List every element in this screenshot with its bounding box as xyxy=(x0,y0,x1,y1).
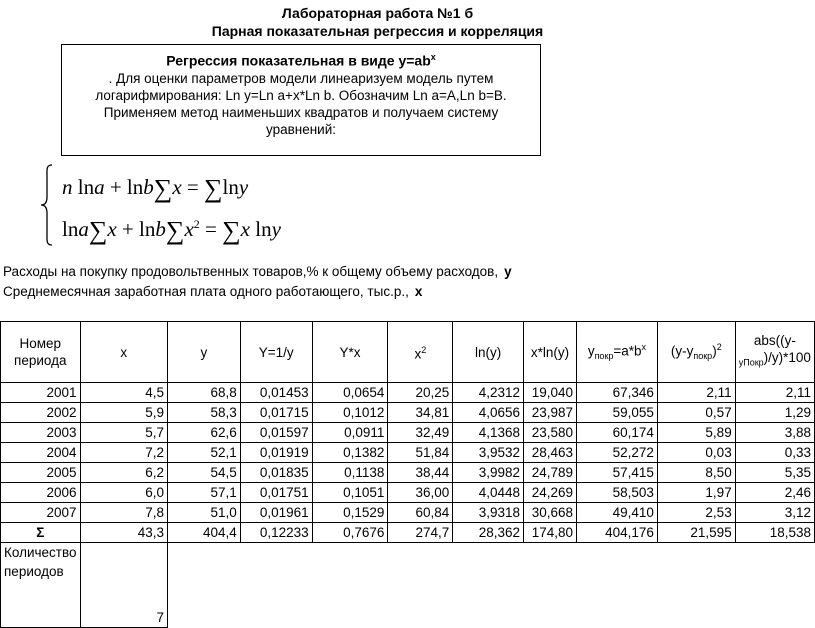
cell-x: 6,2 xyxy=(80,463,168,483)
cell-diff: 8,50 xyxy=(657,463,735,483)
cell-abs: 3,88 xyxy=(735,423,814,443)
count-value: 7 xyxy=(80,543,168,628)
header-abs-a: abs((y- xyxy=(753,333,796,349)
cell-y: 58,3 xyxy=(168,403,241,423)
cell-x2: 38,44 xyxy=(388,463,453,483)
cell-lny: 4,0448 xyxy=(453,483,524,503)
cell-xlny: 24,269 xyxy=(524,483,577,503)
cell-abs: 1,29 xyxy=(735,403,814,423)
cell-lny: 3,9318 xyxy=(453,503,524,523)
table-body xyxy=(1,383,815,628)
sum-Yx: 0,7676 xyxy=(312,523,388,543)
cell-abs: 2,11 xyxy=(735,383,814,403)
cell-ypokr: 57,415 xyxy=(577,463,658,483)
empty-cell xyxy=(657,543,735,628)
cell-Y: 0,01961 xyxy=(240,503,312,523)
cell-Yx: 0,1382 xyxy=(312,443,388,463)
cell-Y: 0,01919 xyxy=(240,443,312,463)
cell-xlny: 23,987 xyxy=(524,403,577,423)
header-Yx: Y*x xyxy=(312,322,388,383)
header-lny: ln(y) xyxy=(453,322,524,383)
cell-diff: 0,03 xyxy=(657,443,735,463)
table-row xyxy=(1,503,815,523)
header-ypokr-base: y xyxy=(587,343,595,359)
sum-symbol: Σ xyxy=(1,523,81,543)
cell-Yx: 0,1138 xyxy=(312,463,388,483)
cell-Yx: 0,1051 xyxy=(312,483,388,503)
sum-row xyxy=(1,523,815,543)
header-period: Номер периода xyxy=(1,322,81,383)
table-row xyxy=(1,383,815,403)
cell-Y: 0,01453 xyxy=(240,383,312,403)
cell-x2: 51,84 xyxy=(388,443,453,463)
empty-cell xyxy=(240,543,312,628)
cell-diff: 1,97 xyxy=(657,483,735,503)
cell-xlny: 23,580 xyxy=(524,423,577,443)
table-row xyxy=(1,403,815,423)
sum-xlny: 174,80 xyxy=(524,523,577,543)
cell-x2: 34,81 xyxy=(388,403,453,423)
cell-x: 5,7 xyxy=(80,423,168,443)
sum-Y: 0,12233 xyxy=(240,523,312,543)
sum-x: 43,3 xyxy=(80,523,168,543)
equation-system xyxy=(40,162,340,252)
cell-x: 6,0 xyxy=(80,483,168,503)
cell-xlny: 30,668 xyxy=(524,503,577,523)
header-ypokr-sup: x xyxy=(641,341,647,352)
cell-lny: 3,9982 xyxy=(453,463,524,483)
cell-Yx: 0,1012 xyxy=(312,403,388,423)
cell-y: 68,8 xyxy=(168,383,241,403)
cell-ypokr: 49,410 xyxy=(577,503,658,523)
header-abs-sub: уПокр xyxy=(738,357,764,368)
empty-cell xyxy=(524,543,577,628)
header-diff-sup: 2 xyxy=(716,341,722,352)
cell-y: 57,1 xyxy=(168,483,241,503)
cell-period: 2006 xyxy=(1,483,81,503)
brace-icon xyxy=(40,164,54,246)
cell-diff: 0,57 xyxy=(657,403,735,423)
info-box-line-3: Применяем метод наименьших квадратов и получаем систему xyxy=(103,104,499,120)
cell-x: 7,2 xyxy=(80,443,168,463)
cell-lny: 4,1368 xyxy=(453,423,524,443)
data-table xyxy=(0,321,815,628)
header-x2-sup: 2 xyxy=(421,344,427,355)
info-box-title-text: Регрессия показательная в виде y=ab xyxy=(166,52,431,69)
cell-x2: 20,25 xyxy=(388,383,453,403)
y-description xyxy=(3,263,512,280)
table-row xyxy=(1,483,815,503)
sum-y: 404,4 xyxy=(168,523,241,543)
cell-period: 2001 xyxy=(1,383,81,403)
y-variable: y xyxy=(504,264,512,279)
cell-x2: 60,84 xyxy=(388,503,453,523)
cell-x: 5,9 xyxy=(80,403,168,423)
header-x: x xyxy=(80,322,168,383)
header-row xyxy=(1,322,815,383)
cell-y: 62,6 xyxy=(168,423,241,443)
cell-Y: 0,01715 xyxy=(240,403,312,423)
cell-ypokr: 59,055 xyxy=(577,403,658,423)
equation-1: n lna + lnb∑x = ∑lny xyxy=(62,174,249,203)
cell-abs: 2,46 xyxy=(735,483,814,503)
cell-y: 51,0 xyxy=(168,503,241,523)
table-row xyxy=(1,443,815,463)
cell-Yx: 0,0911 xyxy=(312,423,388,443)
cell-ypokr: 60,174 xyxy=(577,423,658,443)
empty-cell xyxy=(312,543,388,628)
cell-abs: 0,33 xyxy=(735,443,814,463)
sum-lny: 28,362 xyxy=(453,523,524,543)
cell-ypokr: 67,346 xyxy=(577,383,658,403)
cell-x: 4,5 xyxy=(80,383,168,403)
x-variable: x xyxy=(414,284,423,299)
cell-Y: 0,01835 xyxy=(240,463,312,483)
sum-x2: 274,7 xyxy=(388,523,453,543)
cell-diff: 2,11 xyxy=(657,383,735,403)
header-abs-b: )/y)*100 xyxy=(763,350,811,366)
info-box-title-sup: x xyxy=(430,52,436,62)
regression-info-box xyxy=(61,44,541,156)
table-row xyxy=(1,463,815,483)
cell-period: 2007 xyxy=(1,503,81,523)
empty-cell xyxy=(388,543,453,628)
count-row xyxy=(1,543,815,628)
header-ypokr-rest: =a*b xyxy=(613,343,642,359)
header-abs xyxy=(735,322,814,383)
cell-Yx: 0,0654 xyxy=(312,383,388,403)
cell-ypokr: 58,503 xyxy=(577,483,658,503)
header-xlny: x*ln(y) xyxy=(524,322,577,383)
info-box-title xyxy=(62,49,540,70)
lab-subtitle: Парная показательная регрессия и корреляция xyxy=(211,23,544,39)
cell-x2: 32,49 xyxy=(388,423,453,443)
cell-period: 2002 xyxy=(1,403,81,423)
equation-2: $\ln a\sum x + \ln b\sum x^2 = \sum x$ lny xyxy=(62,216,281,245)
cell-y: 54,5 xyxy=(168,463,241,483)
count-label: Количество периодов xyxy=(1,543,81,628)
header-diff-b: ) xyxy=(712,343,717,359)
cell-diff: 5,89 xyxy=(657,423,735,443)
lab-title: Лабораторная работа №1 б xyxy=(281,5,474,21)
cell-x: 7,8 xyxy=(80,503,168,523)
cell-abs: 5,35 xyxy=(735,463,814,483)
cell-xlny: 19,040 xyxy=(524,383,577,403)
info-box-line-4: уравнений: xyxy=(265,121,337,137)
cell-x2: 36,00 xyxy=(388,483,453,503)
cell-y: 52,1 xyxy=(168,443,241,463)
cell-period: 2003 xyxy=(1,423,81,443)
header-ypokr xyxy=(577,322,658,383)
header-diff-a: (y-y xyxy=(670,343,694,359)
header-x2 xyxy=(388,322,453,383)
cell-Y: 0,01751 xyxy=(240,483,312,503)
header-y: y xyxy=(168,322,241,383)
cell-lny: 4,0656 xyxy=(453,403,524,423)
header-Y: Y=1/y xyxy=(240,322,312,383)
cell-ypokr: 52,272 xyxy=(577,443,658,463)
x-description xyxy=(3,283,422,300)
header-diff xyxy=(657,322,735,383)
header-x2-base: x xyxy=(414,346,422,362)
cell-Yx: 0,1529 xyxy=(312,503,388,523)
empty-cell xyxy=(735,543,814,628)
header-diff-sub: покр xyxy=(693,351,713,362)
table-row xyxy=(1,423,815,443)
cell-xlny: 24,789 xyxy=(524,463,577,483)
info-box-line-2: логарифмирования: Ln y=Ln a+x*Ln b. Обозначим Ln a=A,Ln b=B. xyxy=(95,87,507,103)
cell-period: 2004 xyxy=(1,443,81,463)
sum-diff: 21,595 xyxy=(657,523,735,543)
cell-xlny: 28,463 xyxy=(524,443,577,463)
cell-Y: 0,01597 xyxy=(240,423,312,443)
sum-ypokr: 404,176 xyxy=(577,523,658,543)
empty-cell xyxy=(577,543,658,628)
x-description-text: Среднемесячная заработная плата одного работающего, тыс.р., xyxy=(3,284,409,299)
cell-abs: 3,12 xyxy=(735,503,814,523)
y-description-text: Расходы на покупку продовольтвенных товаров,% к общему объему расходов, xyxy=(3,264,499,279)
cell-lny: 3,9532 xyxy=(453,443,524,463)
cell-diff: 2,53 xyxy=(657,503,735,523)
sum-abs: 18,538 xyxy=(735,523,814,543)
cell-lny: 4,2312 xyxy=(453,383,524,403)
info-box-line-1: . Для оценки параметров модели линеаризуем модель путем xyxy=(108,70,494,86)
empty-cell xyxy=(168,543,241,628)
cell-period: 2005 xyxy=(1,463,81,483)
empty-cell xyxy=(453,543,524,628)
header-ypokr-sub: покр xyxy=(594,351,614,362)
